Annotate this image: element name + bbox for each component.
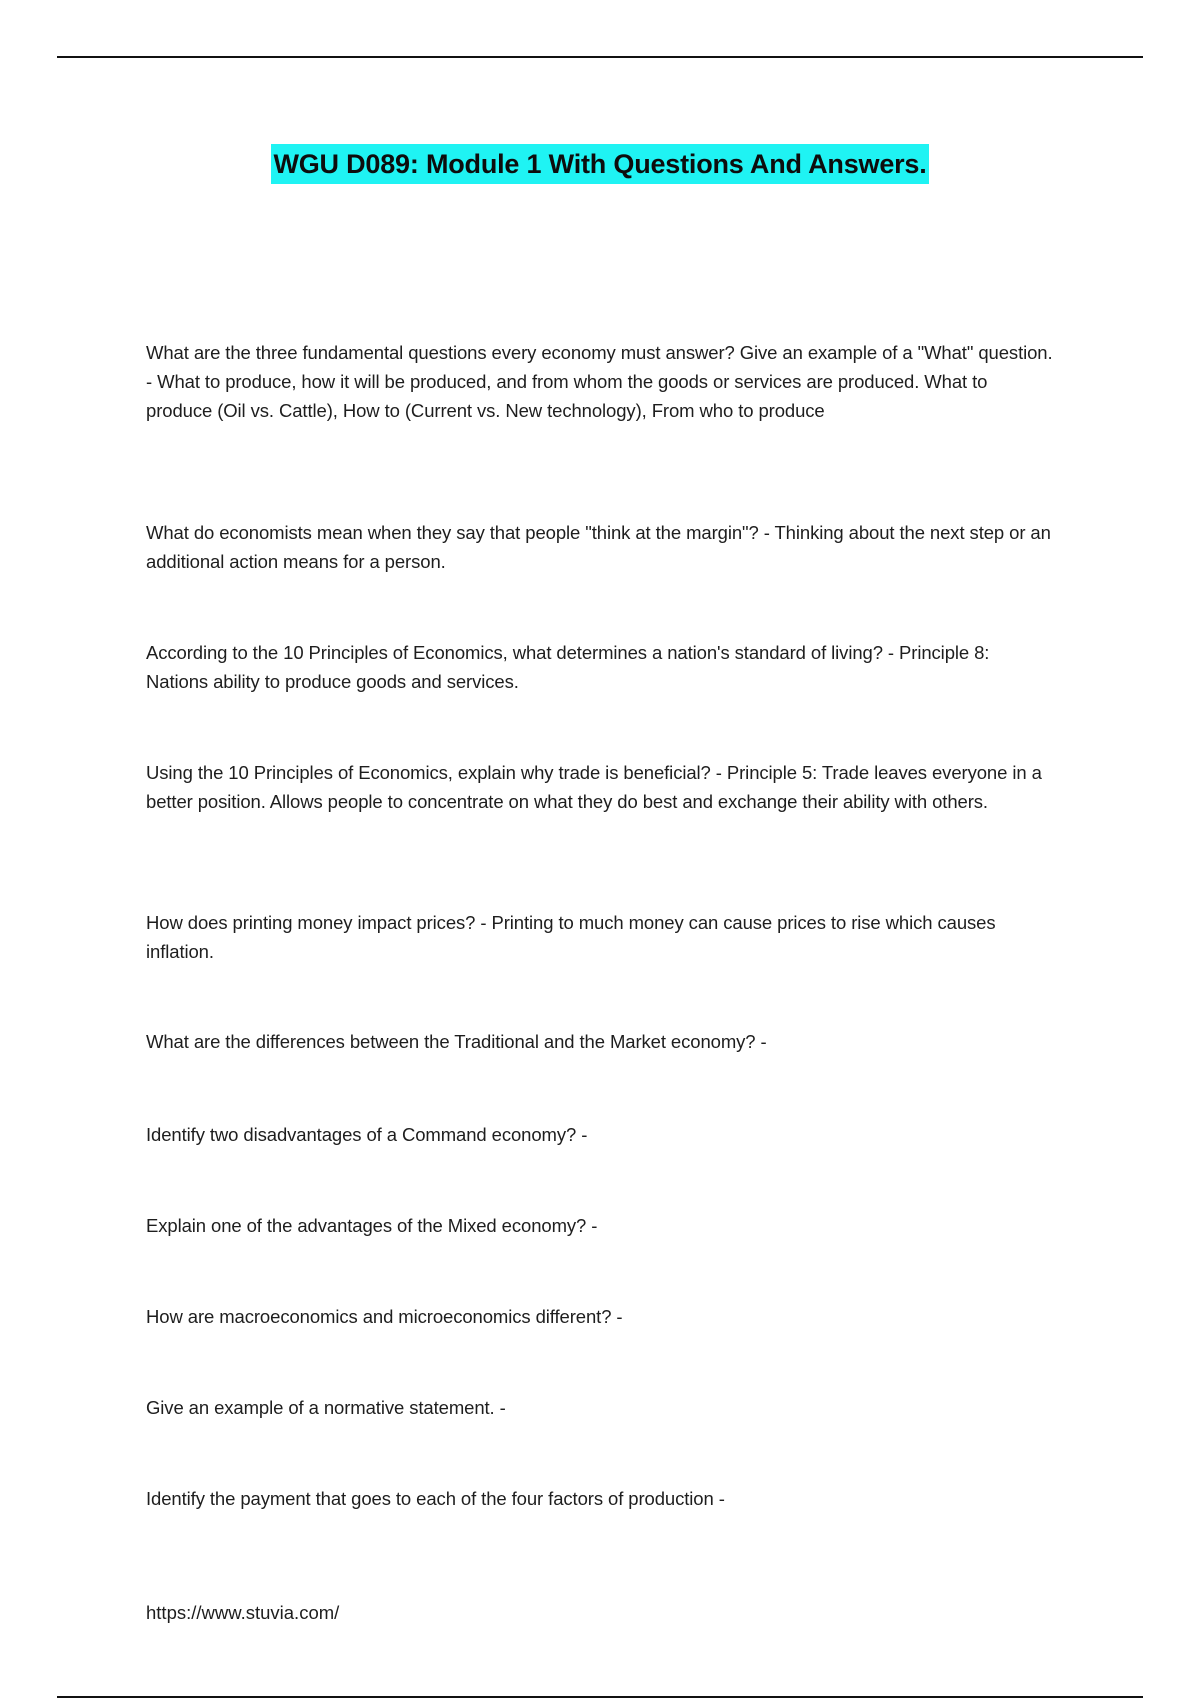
qa-item-4: Using the 10 Principles of Economics, explain why trade is beneficial? - Principle 5: Trade leaves everyone in a better position. Allows people to concentrate on what they do best and exchange their ability with others.: [146, 762, 1042, 812]
title-container: [0, 144, 1200, 184]
qa-item-8: Explain one of the advantages of the Mixed economy? -: [146, 1215, 598, 1236]
qa-item-3: According to the 10 Principles of Economics, what determines a nation's standard of living? - Principle 8: Nations ability to produce goods and services.: [146, 642, 990, 692]
footer-url-link[interactable]: https://www.stuvia.com/: [146, 1602, 340, 1623]
bottom-rule: [57, 1696, 1143, 1698]
qa-item-7: Identify two disadvantages of a Command economy? -: [146, 1124, 588, 1145]
qa-item-5: How does printing money impact prices? - Printing to much money can cause prices to rise which causes inflation.: [146, 912, 996, 962]
qa-item-10: Give an example of a normative statement. -: [146, 1397, 506, 1418]
qa-item-2: What do economists mean when they say that people "think at the margin"? - Thinking about the next step or an additional action means for a person.: [146, 522, 1051, 572]
document-title: WGU D089: Module 1 With Questions And Answers.: [271, 144, 928, 184]
qa-item-11: Identify the payment that goes to each of the four factors of production -: [146, 1488, 725, 1509]
qa-item-6: What are the differences between the Traditional and the Market economy? -: [146, 1031, 767, 1052]
top-rule: [57, 56, 1143, 58]
qa-item-9: How are macroeconomics and microeconomics different? -: [146, 1306, 623, 1327]
qa-item-1: What are the three fundamental questions every economy must answer? Give an example of a "What" question. - What to produce, how it will be produced, and from whom the goods or services are produced. What to produce (Oil vs. Cattle), How to (Current vs. New technology), From who to produce: [146, 342, 1053, 421]
